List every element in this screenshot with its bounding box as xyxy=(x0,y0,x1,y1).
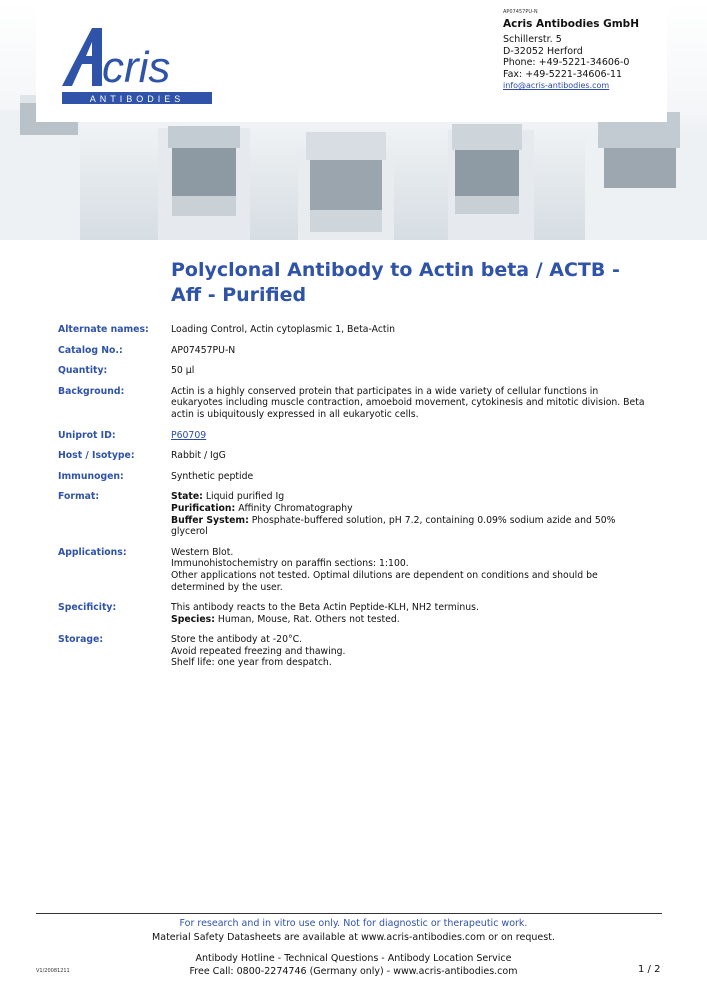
page-number: 1 / 2 xyxy=(638,964,661,975)
vial-3 xyxy=(298,132,394,240)
value-storage: Store the antibody at -20°C. Avoid repeated freezing and thawing. Shelf life: one year from despatch. xyxy=(171,634,346,669)
label-storage: Storage: xyxy=(58,634,104,646)
row-immunogen xyxy=(58,471,658,483)
row-specificity xyxy=(58,602,658,625)
uniprot-link[interactable]: P60709 xyxy=(171,429,207,441)
label-immunogen: Immunogen: xyxy=(58,470,124,482)
label-alternate-names: Alternate names: xyxy=(58,324,149,335)
footer-hotline: Antibody Hotline - Technical Questions - Antibody Location Service xyxy=(195,953,512,964)
row-uniprot xyxy=(58,430,658,442)
vial-4 xyxy=(448,124,534,240)
email-link[interactable]: info@acris-antibodies.com xyxy=(503,81,610,90)
street: Schillerstr. 5 xyxy=(503,34,562,45)
version-code: V1/20081211 xyxy=(36,968,70,974)
label-host: Host / Isotype: xyxy=(58,450,135,462)
value-format: State: Liquid purified Ig Purification: Affinity Chromatography Buffer System: Phosphate-buffered solution, pH 7.2, containing 0.09% sodium azide and 50% glycerol xyxy=(171,491,616,538)
title-line-1: Polyclonal Antibody to Actin beta / ACTB - xyxy=(171,259,620,281)
svg-text:ANTIBODIES: ANTIBODIES xyxy=(89,94,185,104)
row-host xyxy=(58,450,658,462)
value-catalog: AP07457PU-N xyxy=(171,344,236,356)
spec-table xyxy=(58,324,658,669)
acris-logo xyxy=(58,22,216,106)
document-code: AP07457PU-N xyxy=(503,9,538,15)
footer-msds-notice: Material Safety Datasheets are available at www.acris-antibodies.com or on request. xyxy=(152,932,555,943)
fax: Fax: +49-5221-34606-11 xyxy=(503,68,623,80)
row-quantity xyxy=(58,365,658,377)
svg-text:cris: cris xyxy=(102,43,171,92)
footer-free-call: Free Call: 0800-2274746 (Germany only) - www.acris-antibodies.com xyxy=(189,966,518,977)
value-immunogen: Synthetic peptide xyxy=(171,470,254,482)
phone: Phone: +49-5221-34606-0 xyxy=(503,57,630,68)
product-title xyxy=(171,258,641,308)
company-address xyxy=(503,8,639,92)
row-format xyxy=(58,491,658,537)
label-uniprot: Uniprot ID: xyxy=(58,429,116,441)
label-specificity: Specificity: xyxy=(58,602,117,614)
title-line-2: Aff - Purified xyxy=(171,284,307,306)
value-alternate-names: Loading Control, Actin cytoplasmic 1, Beta-Actin xyxy=(171,324,396,335)
footer-divider xyxy=(36,913,662,914)
label-applications: Applications: xyxy=(58,546,127,558)
row-applications xyxy=(58,547,658,593)
value-specificity: This antibody reacts to the Beta Actin Peptide-KLH, NH2 terminus. Species: Human, Mouse, Rat. Others not tested. xyxy=(171,602,479,625)
row-background xyxy=(58,386,658,421)
value-quantity: 50 µl xyxy=(171,365,195,377)
value-applications: Western Blot. Immunohistochemistry on paraffin sections: 1:100. Other applications not tested. Optimal dilutions are dependent on conditions and should be determined by the user. xyxy=(171,546,598,593)
value-background: Actin is a highly conserved protein that participates in a wide variety of cellular functions in eukaryotes including muscle contraction, amoeboid movement, cytokinesis and mitotic division. Beta actin is ubiquitously expressed in all eukaryotic cells. xyxy=(171,385,645,420)
vial-5 xyxy=(585,112,707,240)
city: D-32052 Herford xyxy=(503,45,583,57)
vial-2 xyxy=(158,126,250,240)
footer-research-notice: For research and in vitro use only. Not for diagnostic or therapeutic work. xyxy=(179,918,528,929)
header-banner xyxy=(0,0,707,240)
label-format: Format: xyxy=(58,491,100,503)
label-background: Background: xyxy=(58,385,125,397)
label-quantity: Quantity: xyxy=(58,365,108,377)
value-host: Rabbit / IgG xyxy=(171,450,226,462)
row-catalog xyxy=(58,345,658,357)
label-catalog: Catalog No.: xyxy=(58,344,123,356)
row-storage xyxy=(58,634,658,669)
row-alternate-names xyxy=(58,324,658,336)
company-name: Acris Antibodies GmbH xyxy=(503,18,639,30)
